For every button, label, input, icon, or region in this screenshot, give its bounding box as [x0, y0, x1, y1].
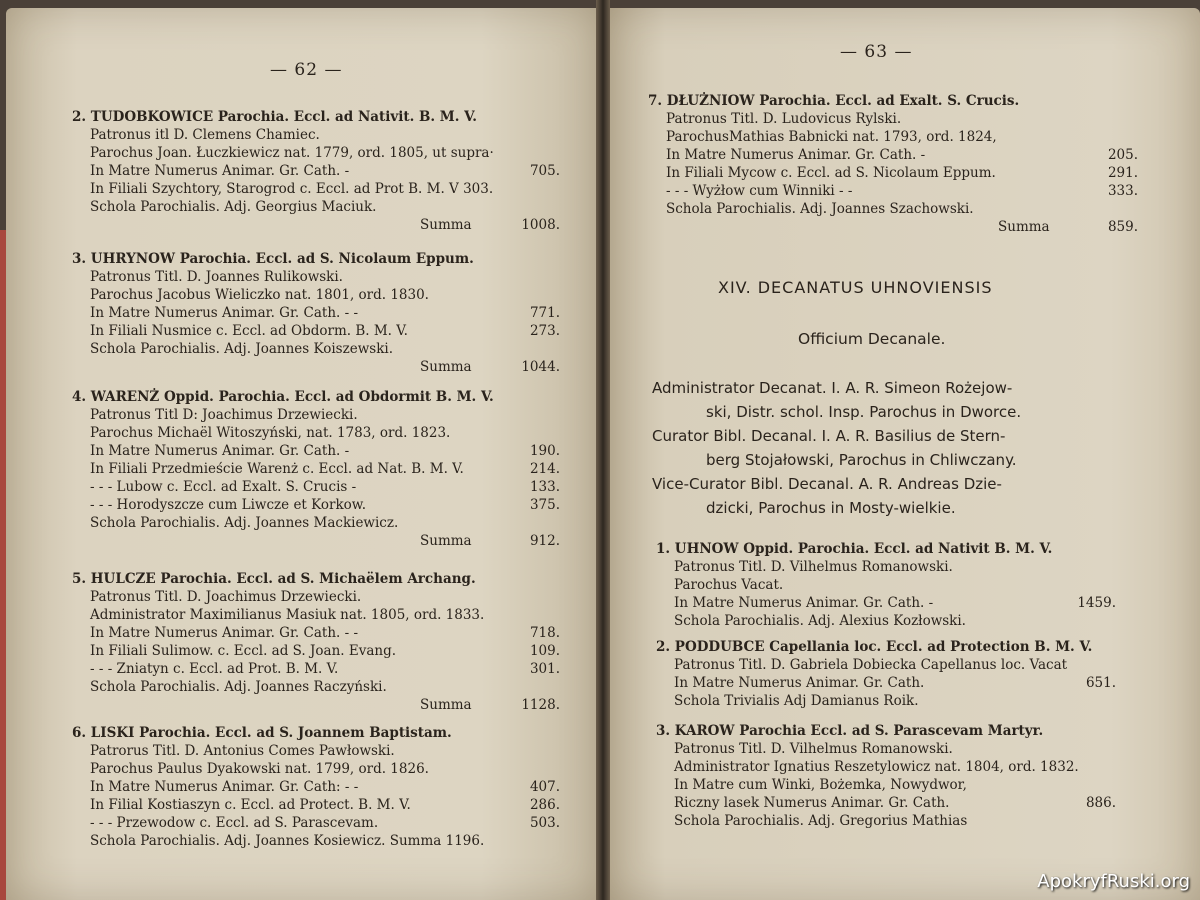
entry-line	[72, 570, 560, 588]
entry-line	[72, 340, 560, 358]
watermark: ApokryfRuski.org	[1037, 871, 1190, 892]
entry-line	[656, 692, 1116, 710]
entry-line	[72, 216, 560, 234]
entry-line	[656, 540, 1116, 558]
entry-text: Patrorus Titl. D. Antonius Comes Pawłowski.	[90, 743, 395, 759]
entry-text: Schola Parochialis. Adj. Alexius Kozłowski.	[674, 613, 966, 629]
entry-text: In Matre Numerus Animar. Gr. Cath. -	[674, 595, 934, 611]
parish-entry	[648, 92, 1138, 236]
entry-text: Parochus Joan. Łuczkiewicz nat. 1779, ord. 1805, ut supra·	[90, 145, 494, 161]
entry-line	[72, 286, 560, 304]
entry-count: 503.	[529, 815, 560, 831]
entry-line	[72, 814, 560, 832]
entry-text: Riczny lasek Numerus Animar. Gr. Cath.	[674, 795, 950, 811]
entry-line	[72, 144, 560, 162]
entry-count: 718.	[529, 625, 560, 641]
entry-count: 1044.	[521, 359, 560, 375]
parish-entry	[72, 570, 560, 714]
entry-text: Summa	[420, 217, 472, 233]
entry-text: Schola Parochialis. Adj. Joannes Szachowski.	[666, 201, 974, 217]
entry-line	[72, 778, 560, 796]
entry-count: 375.	[529, 497, 560, 513]
entry-line	[72, 514, 560, 532]
entry-line	[656, 758, 1116, 776]
entry-text: In Matre Numerus Animar. Gr. Cath. -	[666, 147, 926, 163]
entry-heading: 2. PODDUBCE Capellania loc. Eccl. ad Protection B. M. V.	[656, 639, 1093, 655]
entry-heading: 5. HULCZE Parochia. Eccl. ad S. Michaëlem Archang.	[72, 571, 476, 587]
entry-text: Schola Parochialis. Adj. Joannes Koiszewski.	[90, 341, 393, 357]
entry-text: Summa	[998, 219, 1050, 235]
parish-entry	[72, 388, 560, 550]
entry-count: 1008.	[521, 217, 560, 233]
entry-text: Administrator Maximilianus Masiuk nat. 1805, ord. 1833.	[90, 607, 485, 623]
entry-text: In Matre cum Winki, Bożemka, Nowydwor,	[674, 777, 967, 793]
entry-line	[656, 740, 1116, 758]
entry-heading: 3. KAROW Parochia Eccl. ad S. Parascevam Martyr.	[656, 723, 1044, 739]
entry-text: Parochus Jacobus Wieliczko nat. 1801, ord. 1830.	[90, 287, 429, 303]
entry-line	[72, 442, 560, 460]
entry-count: 291.	[1107, 165, 1138, 181]
decanal-line: ski, Distr. schol. Insp. Parochus in Dworce.	[706, 403, 1022, 421]
entry-heading: 2. TUDOBKOWICE Parochia. Eccl. ad Nativit. B. M. V.	[72, 109, 477, 125]
entry-text: Patronus Titl D: Joachimus Drzewiecki.	[90, 407, 358, 423]
entry-text: In Filial Kostiaszyn c. Eccl. ad Protect. B. M. V.	[90, 797, 411, 813]
entry-text: Schola Parochialis. Adj. Joannes Kosiewicz. Summa 1196.	[90, 833, 485, 849]
entry-line	[656, 594, 1116, 612]
entry-line	[72, 696, 560, 714]
entry-line	[72, 460, 560, 478]
entry-count: 407.	[529, 779, 560, 795]
entry-text: Patronus itl D. Clemens Chamiec.	[90, 127, 320, 143]
entry-text: - - - Przewodow c. Eccl. ad S. Parascevam.	[90, 815, 379, 831]
entry-text: Summa	[420, 359, 472, 375]
entry-line	[648, 200, 1138, 218]
entry-line	[656, 776, 1116, 794]
entry-line	[72, 796, 560, 814]
entry-count: 273.	[529, 323, 560, 339]
entry-text: Patronus Titl. D. Joachimus Drzewiecki.	[90, 589, 362, 605]
entry-text: In Matre Numerus Animar. Gr. Cath. -	[90, 163, 350, 179]
entry-count: 301.	[529, 661, 560, 677]
entry-text: In Filiali Szychtory, Starogrod c. Eccl. ad Prot B. M. V 303.	[90, 181, 494, 197]
entry-text: Schola Parochialis. Adj. Gregorius Mathias	[674, 813, 968, 829]
entry-text: Schola Trivialis Adj Damianus Roik.	[674, 693, 919, 709]
section-title: XIV. DECANATUS UHNOVIENSIS	[718, 278, 993, 297]
entry-line	[656, 656, 1116, 674]
entry-heading: 7. DŁUŻNIOW Parochia. Eccl. ad Exalt. S. Crucis.	[648, 93, 1020, 109]
page-number-left: — 62 —	[270, 60, 343, 80]
entry-count: 333.	[1107, 183, 1138, 199]
entry-text: In Filiali Sulimow. c. Eccl. ad S. Joan. Evang.	[90, 643, 397, 659]
entry-text: In Matre Numerus Animar. Gr. Cath. -	[90, 443, 350, 459]
entry-count: 771.	[529, 305, 560, 321]
entry-line	[72, 624, 560, 642]
entry-count: 1459.	[1077, 595, 1116, 611]
entry-count: 859.	[1107, 219, 1138, 235]
entry-text: - - - Wyżłow cum Winniki - -	[666, 183, 853, 199]
entry-line	[656, 612, 1116, 630]
entry-line	[656, 722, 1116, 740]
entry-heading: 3. UHRYNOW Parochia. Eccl. ad S. Nicolaum Eppum.	[72, 251, 474, 267]
entry-count: 109.	[529, 643, 560, 659]
entry-line	[72, 198, 560, 216]
entry-line	[72, 642, 560, 660]
entry-count: 190.	[529, 443, 560, 459]
entry-line	[648, 110, 1138, 128]
entry-count: 705.	[529, 163, 560, 179]
entry-line	[656, 794, 1116, 812]
entry-line	[648, 182, 1138, 200]
entry-line	[648, 164, 1138, 182]
entry-line	[72, 162, 560, 180]
entry-line	[72, 304, 560, 322]
entry-text: Parochus Vacat.	[674, 577, 784, 593]
entry-text: Patronus Titl. D. Vilhelmus Romanowski.	[674, 559, 953, 575]
entry-text: Summa	[420, 533, 472, 549]
entry-line	[648, 128, 1138, 146]
entry-count: 886.	[1085, 795, 1116, 811]
entry-text: Patronus Titl. D. Joannes Rulikowski.	[90, 269, 343, 285]
parish-entry	[656, 540, 1116, 630]
entry-line	[72, 832, 560, 850]
decanal-line: Curator Bibl. Decanal. I. A. R. Basilius de Stern-	[652, 427, 1006, 445]
entry-text: Patronus Titl. D. Vilhelmus Romanowski.	[674, 741, 953, 757]
parish-entry	[72, 250, 560, 376]
decanal-line: Administrator Decanat. I. A. R. Simeon Rożejow-	[652, 379, 1013, 397]
entry-count: 133.	[529, 479, 560, 495]
entry-text: In Matre Numerus Animar. Gr. Cath. - -	[90, 305, 359, 321]
entry-line	[72, 606, 560, 624]
entry-line	[648, 146, 1138, 164]
page-number-right: — 63 —	[840, 42, 913, 62]
entry-line	[72, 424, 560, 442]
entry-line	[648, 218, 1138, 236]
entry-text: Summa	[420, 697, 472, 713]
decanal-line: berg Stojałowski, Parochus in Chliwczany.	[706, 451, 1017, 469]
entry-text: ParochusMathias Babnicki nat. 1793, ord. 1824,	[666, 129, 997, 145]
entry-text: - - - Horodyszcze cum Liwcze et Korkow.	[90, 497, 367, 513]
entry-line	[656, 812, 1116, 830]
parish-entry	[656, 722, 1116, 830]
entry-heading: 1. UHNOW Oppid. Parochia. Eccl. ad Nativit B. M. V.	[656, 541, 1053, 557]
entry-text: Patronus Titl. D. Ludovicus Rylski.	[666, 111, 902, 127]
entry-line	[72, 180, 560, 198]
entry-line	[72, 588, 560, 606]
entry-text: In Matre Numerus Animar. Gr. Cath. - -	[90, 625, 359, 641]
entry-line	[72, 388, 560, 406]
entry-count: 651.	[1085, 675, 1116, 691]
officium-heading: Officium Decanale.	[798, 330, 946, 348]
entry-line	[72, 724, 560, 742]
entry-text: Parochus Michaël Witoszyński, nat. 1783, ord. 1823.	[90, 425, 451, 441]
entry-text: In Matre Numerus Animar. Gr. Cath.	[674, 675, 925, 691]
parish-entry	[72, 724, 560, 850]
entry-line	[72, 678, 560, 696]
entry-line	[72, 250, 560, 268]
entry-count: 1128.	[521, 697, 560, 713]
entry-line	[72, 742, 560, 760]
entry-text: Schola Parochialis. Adj. Georgius Maciuk.	[90, 199, 377, 215]
entry-text: In Filiali Przedmieście Warenż c. Eccl. ad Nat. B. M. V.	[90, 461, 464, 477]
parish-entry	[656, 638, 1116, 710]
entry-line	[72, 478, 560, 496]
entry-text: Schola Parochialis. Adj. Joannes Raczyński.	[90, 679, 387, 695]
entry-line	[72, 760, 560, 778]
entry-line	[72, 406, 560, 424]
entry-line	[656, 638, 1116, 656]
entry-count: 286.	[529, 797, 560, 813]
entry-text: In Matre Numerus Animar. Gr. Cath: - -	[90, 779, 359, 795]
entry-count: 912.	[529, 533, 560, 549]
entry-line	[72, 268, 560, 286]
entry-text: - - - Zniatyn c. Eccl. ad Prot. B. M. V.	[90, 661, 339, 677]
entry-text: Patronus Titl. D. Gabriela Dobiecka Capellanus loc. Vacat	[674, 657, 1068, 673]
entry-line	[72, 108, 560, 126]
entry-text: Administrator Ignatius Reszetylowicz nat. 1804, ord. 1832.	[674, 759, 1079, 775]
entry-text: In Filiali Mycow c. Eccl. ad S. Nicolaum Eppum.	[666, 165, 996, 181]
entry-line	[656, 558, 1116, 576]
entry-count: 205.	[1107, 147, 1138, 163]
entry-text: Schola Parochialis. Adj. Joannes Mackiewicz.	[90, 515, 399, 531]
decanal-line: dzicki, Parochus in Mosty-wielkie.	[706, 499, 956, 517]
entry-line	[656, 674, 1116, 692]
entry-heading: 4. WARENŻ Oppid. Parochia. Eccl. ad Obdormit B. M. V.	[72, 389, 494, 405]
entry-line	[72, 660, 560, 678]
entry-line	[72, 358, 560, 376]
entry-count: 214.	[529, 461, 560, 477]
entry-line	[72, 532, 560, 550]
decanal-officers	[652, 376, 1021, 520]
entry-line	[72, 496, 560, 514]
entry-heading: 6. LISKI Parochia. Eccl. ad S. Joannem Baptistam.	[72, 725, 452, 741]
entry-text: In Filiali Nusmice c. Eccl. ad Obdorm. B. M. V.	[90, 323, 408, 339]
entry-line	[656, 576, 1116, 594]
book-gutter	[596, 0, 610, 900]
entry-text: - - - Lubow c. Eccl. ad Exalt. S. Crucis -	[90, 479, 357, 495]
entry-line	[72, 126, 560, 144]
decanal-line: Vice-Curator Bibl. Decanal. A. R. Andreas Dzie-	[652, 475, 1002, 493]
entry-line	[72, 322, 560, 340]
entry-line	[648, 92, 1138, 110]
parish-entry	[72, 108, 560, 234]
entry-text: Parochus Paulus Dyakowski nat. 1799, ord. 1826.	[90, 761, 429, 777]
